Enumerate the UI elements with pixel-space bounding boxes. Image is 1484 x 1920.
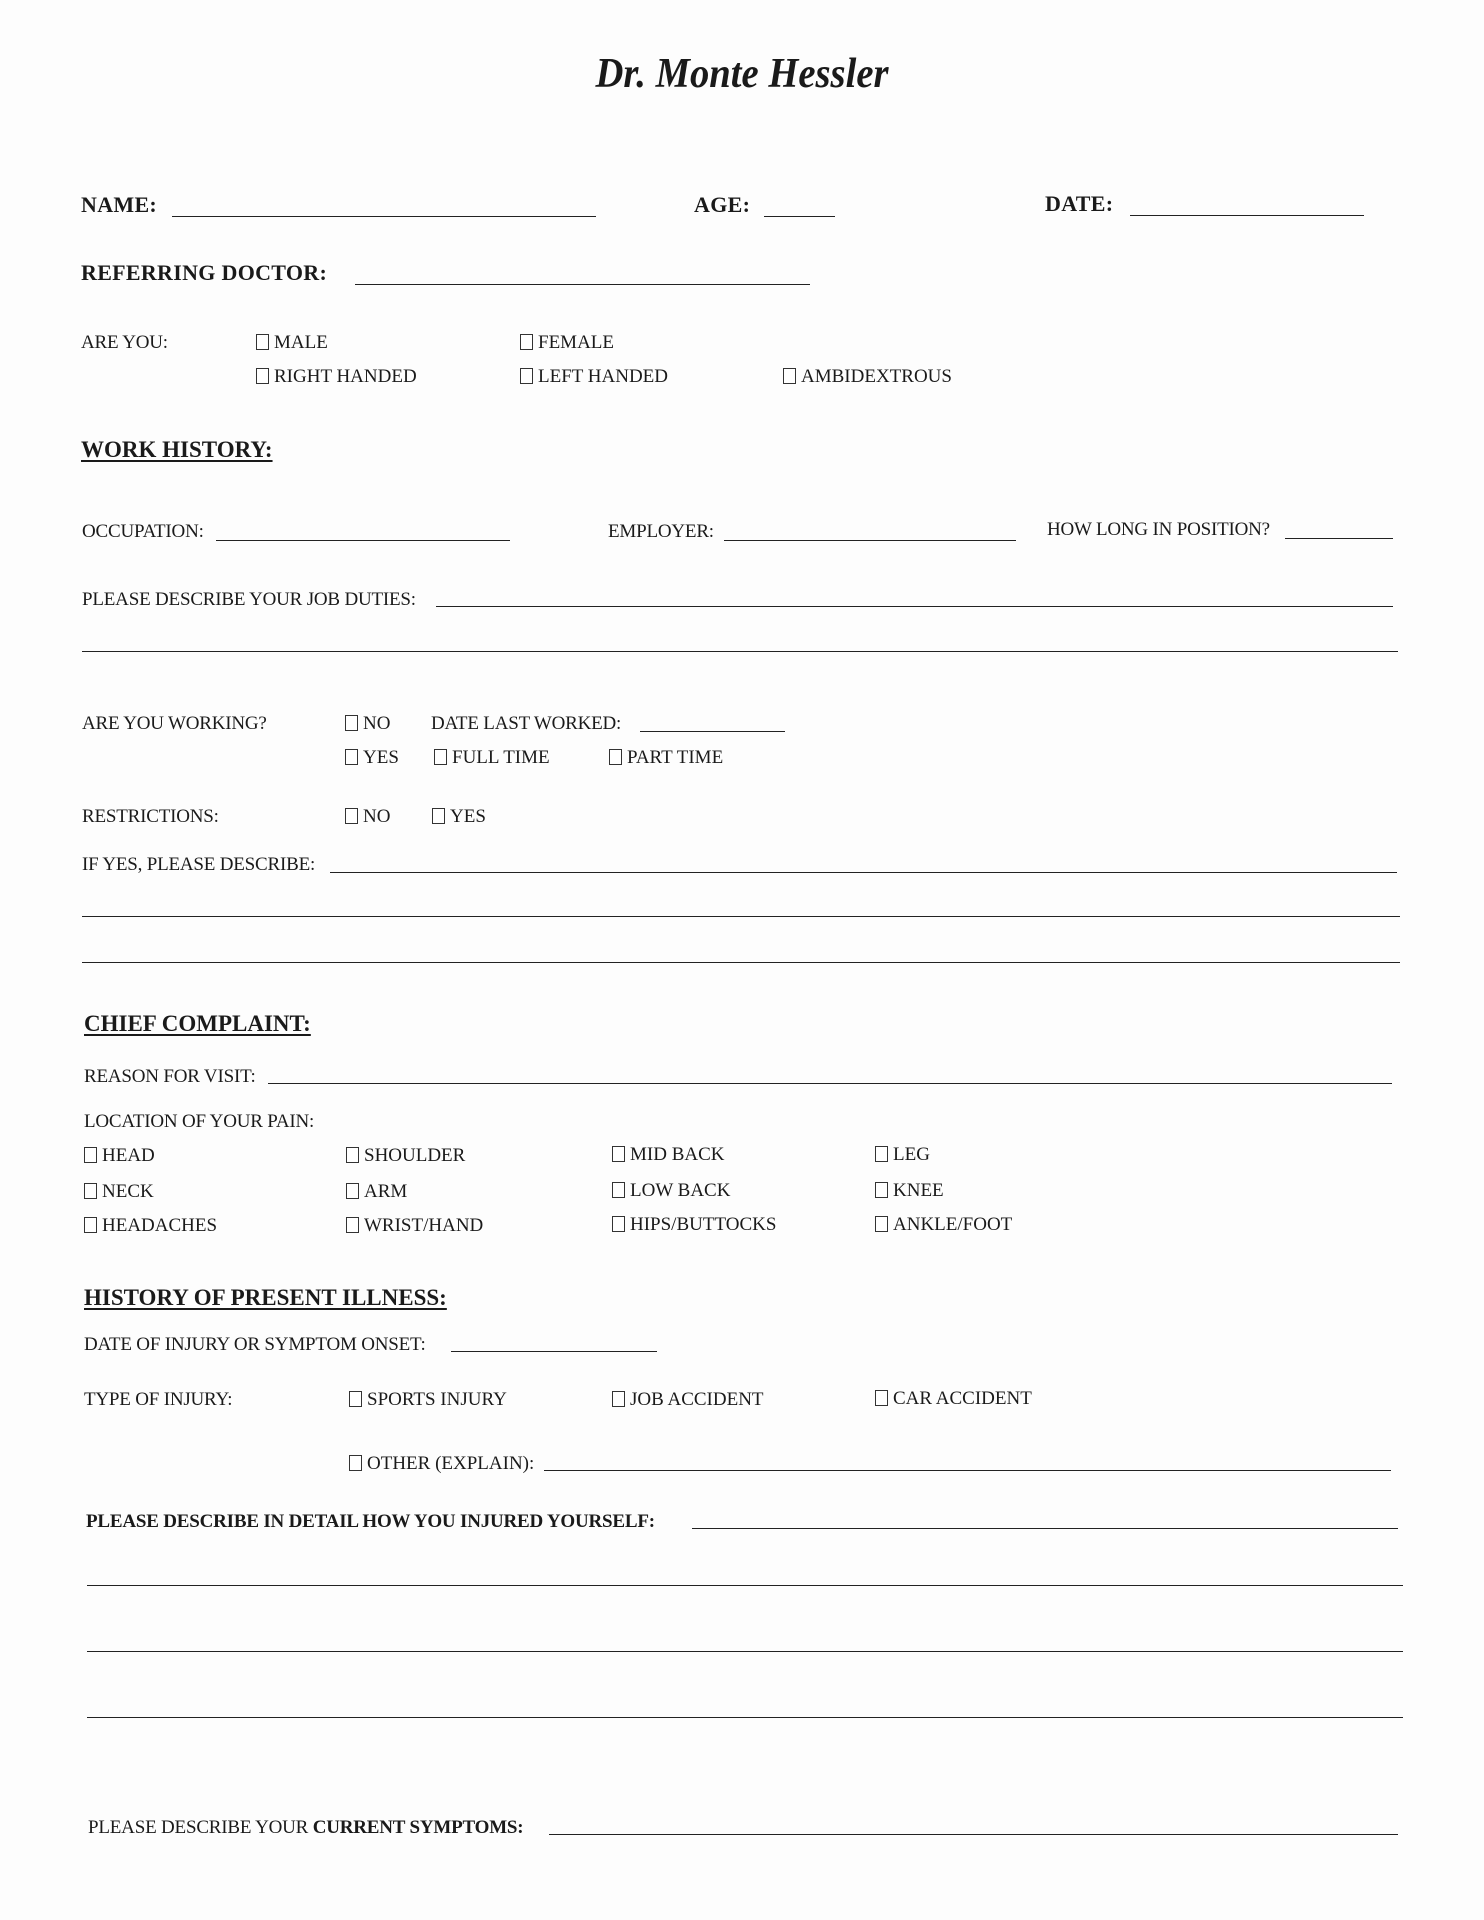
checkbox-headaches[interactable]: HEADACHES <box>84 1215 217 1237</box>
checkbox-icon[interactable] <box>612 1182 625 1198</box>
checkbox-head[interactable]: HEAD <box>84 1145 155 1167</box>
checkbox-icon[interactable] <box>345 749 358 765</box>
checkbox-full-time[interactable]: FULL TIME <box>434 747 550 769</box>
date-last-worked-label: DATE LAST WORKED: <box>431 713 622 734</box>
checkbox-icon[interactable] <box>349 1455 362 1471</box>
age-label: AGE: <box>694 192 751 217</box>
checkbox-low-back[interactable]: LOW BACK <box>612 1180 730 1202</box>
checkbox-icon[interactable] <box>520 334 533 350</box>
describe-injury-label: PLEASE DESCRIBE IN DETAIL HOW YOU INJURED YOURSELF: <box>86 1511 655 1532</box>
occupation-field[interactable] <box>216 540 510 541</box>
checkbox-restrictions-yes[interactable]: YES <box>432 806 486 828</box>
checkbox-icon[interactable] <box>875 1182 888 1198</box>
restrictions-label: RESTRICTIONS: <box>82 806 219 827</box>
checkbox-icon[interactable] <box>84 1147 97 1163</box>
restrictions-describe-line-3[interactable] <box>82 962 1400 963</box>
chief-complaint-heading: CHIEF COMPLAINT: <box>84 1011 311 1036</box>
checkbox-icon[interactable] <box>875 1390 888 1406</box>
job-duties-label: PLEASE DESCRIBE YOUR JOB DUTIES: <box>82 589 416 610</box>
checkbox-icon[interactable] <box>612 1146 625 1162</box>
checkbox-icon[interactable] <box>434 749 447 765</box>
checkbox-mid-back[interactable]: MID BACK <box>612 1144 724 1166</box>
checkbox-left-handed[interactable]: LEFT HANDED <box>520 366 668 388</box>
checkbox-icon[interactable] <box>346 1217 359 1233</box>
name-label: NAME: <box>81 192 158 217</box>
how-long-label: HOW LONG IN POSITION? <box>1047 519 1270 540</box>
checkbox-icon[interactable] <box>612 1391 625 1407</box>
page-title: Dr. Monte Hessler <box>595 51 889 97</box>
date-of-injury-label: DATE OF INJURY OR SYMPTOM ONSET: <box>84 1334 426 1355</box>
reason-for-visit-label: REASON FOR VISIT: <box>84 1066 256 1087</box>
checkbox-icon[interactable] <box>875 1146 888 1162</box>
date-field[interactable] <box>1130 215 1364 216</box>
checkbox-icon[interactable] <box>346 1183 359 1199</box>
checkbox-other[interactable]: OTHER (EXPLAIN): <box>349 1453 534 1475</box>
checkbox-icon[interactable] <box>256 368 269 384</box>
if-yes-describe-label: IF YES, PLEASE DESCRIBE: <box>82 854 316 875</box>
checkbox-shoulder[interactable]: SHOULDER <box>346 1145 465 1167</box>
checkbox-icon[interactable] <box>349 1391 362 1407</box>
checkbox-wrist-hand[interactable]: WRIST/HAND <box>346 1215 483 1237</box>
checkbox-ankle-foot[interactable]: ANKLE/FOOT <box>875 1214 1012 1236</box>
checkbox-hips-buttocks[interactable]: HIPS/BUTTOCKS <box>612 1214 776 1236</box>
checkbox-part-time[interactable]: PART TIME <box>609 747 723 769</box>
checkbox-car-accident[interactable]: CAR ACCIDENT <box>875 1388 1032 1410</box>
checkbox-arm[interactable]: ARM <box>346 1181 407 1203</box>
checkbox-right-handed[interactable]: RIGHT HANDED <box>256 366 417 388</box>
date-of-injury-field[interactable] <box>451 1351 657 1352</box>
checkbox-neck[interactable]: NECK <box>84 1181 154 1203</box>
job-duties-field-line-2[interactable] <box>82 651 1398 652</box>
checkbox-working-yes[interactable]: YES <box>345 747 399 769</box>
checkbox-icon[interactable] <box>345 715 358 731</box>
current-symptoms-label: PLEASE DESCRIBE YOUR CURRENT SYMPTOMS: <box>88 1817 524 1838</box>
current-symptoms-field[interactable] <box>549 1834 1398 1835</box>
checkbox-icon[interactable] <box>84 1217 97 1233</box>
describe-injury-line-3[interactable] <box>87 1651 1403 1652</box>
name-field[interactable] <box>172 216 596 217</box>
checkbox-icon[interactable] <box>609 749 622 765</box>
how-long-field[interactable] <box>1285 538 1393 539</box>
checkbox-icon[interactable] <box>346 1147 359 1163</box>
location-of-pain-label: LOCATION OF YOUR PAIN: <box>84 1111 315 1132</box>
occupation-label: OCCUPATION: <box>82 521 204 542</box>
other-explain-field[interactable] <box>544 1470 1391 1471</box>
reason-for-visit-field[interactable] <box>268 1083 1392 1084</box>
describe-injury-line-2[interactable] <box>87 1585 1403 1586</box>
restrictions-describe-line-2[interactable] <box>82 916 1400 917</box>
history-heading: HISTORY OF PRESENT ILLNESS: <box>84 1285 447 1310</box>
describe-injury-field[interactable] <box>692 1528 1398 1529</box>
type-of-injury-label: TYPE OF INJURY: <box>84 1389 233 1410</box>
are-you-label: ARE YOU: <box>81 332 168 353</box>
job-duties-field[interactable] <box>436 606 1393 607</box>
checkbox-icon[interactable] <box>345 808 358 824</box>
date-last-worked-field[interactable] <box>640 731 785 732</box>
referring-doctor-label: REFERRING DOCTOR: <box>81 260 328 285</box>
checkbox-icon[interactable] <box>256 334 269 350</box>
checkbox-icon[interactable] <box>612 1216 625 1232</box>
checkbox-knee[interactable]: KNEE <box>875 1180 944 1202</box>
checkbox-job-accident[interactable]: JOB ACCIDENT <box>612 1389 764 1411</box>
checkbox-icon[interactable] <box>432 808 445 824</box>
employer-field[interactable] <box>724 540 1016 541</box>
checkbox-icon[interactable] <box>783 368 796 384</box>
checkbox-working-no[interactable]: NO <box>345 713 390 735</box>
checkbox-restrictions-no[interactable]: NO <box>345 806 390 828</box>
checkbox-icon[interactable] <box>84 1183 97 1199</box>
checkbox-ambidextrous[interactable]: AMBIDEXTROUS <box>783 366 952 388</box>
referring-doctor-field[interactable] <box>355 284 810 285</box>
work-history-heading: WORK HISTORY: <box>81 437 273 462</box>
describe-injury-line-4[interactable] <box>87 1717 1403 1718</box>
checkbox-icon[interactable] <box>520 368 533 384</box>
checkbox-leg[interactable]: LEG <box>875 1144 930 1166</box>
employer-label: EMPLOYER: <box>608 521 714 542</box>
restrictions-describe-field[interactable] <box>330 872 1397 873</box>
are-you-working-label: ARE YOU WORKING? <box>82 713 267 734</box>
checkbox-male[interactable]: MALE <box>256 332 328 354</box>
checkbox-icon[interactable] <box>875 1216 888 1232</box>
checkbox-female[interactable]: FEMALE <box>520 332 614 354</box>
date-label: DATE: <box>1045 191 1114 216</box>
checkbox-sports-injury[interactable]: SPORTS INJURY <box>349 1389 507 1411</box>
age-field[interactable] <box>764 216 835 217</box>
